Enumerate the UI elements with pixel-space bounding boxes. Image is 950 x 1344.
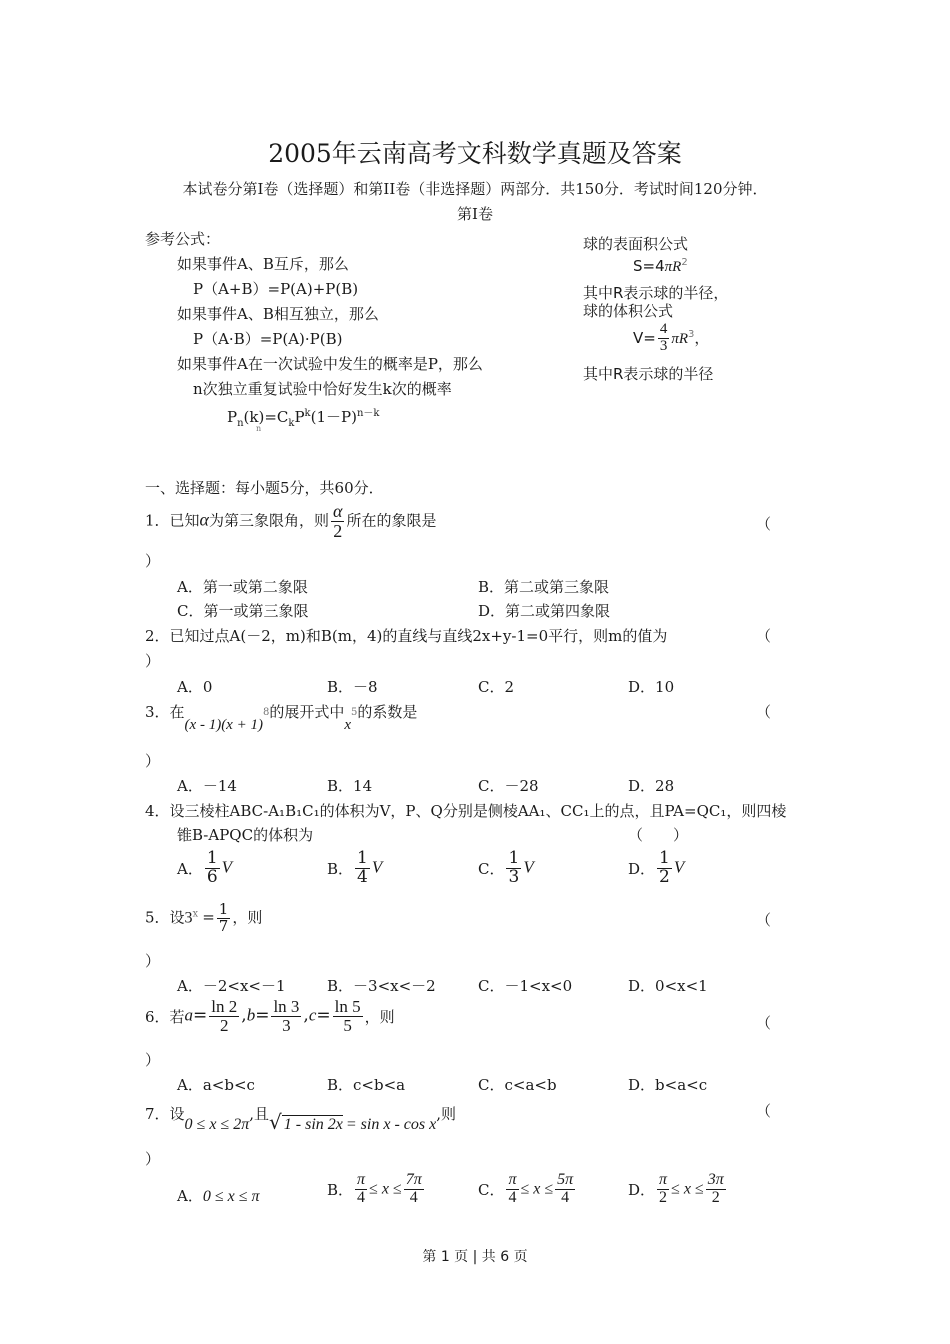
option-b: B．14 [327, 777, 373, 795]
formula-line: 球的体积公式 [583, 302, 674, 320]
option-a: A．a<b<c [177, 1076, 255, 1094]
sphere-volume-formula: V= $\frac{4}{3}$ $\pi R^3$， [633, 321, 710, 354]
option-b: B． $\frac{1}{4}$ V [327, 848, 383, 887]
question-5-stem: 5．设$3^x$ = $\frac{1}{7}$ ，则 [145, 900, 263, 935]
exam-intro: 本试卷分第Ⅰ卷（选择题）和第II卷（非选择题）两部分．共150分．考试时间120分钟． [182, 180, 768, 198]
option-a: A．0 ≤ x ≤ π [177, 1187, 260, 1205]
answer-paren-open: （ [756, 627, 772, 645]
formula-line: 其中R表示球的半径 [583, 365, 714, 383]
option-d: D．b<a<c [628, 1076, 708, 1094]
option-b: B． $\frac{\pi}{4}$ ≤ x ≤ $\frac{7\pi}{4}$ [327, 1171, 422, 1206]
formula-line: P（A+B）=P(A)+P(B) [193, 280, 359, 298]
answer-paren-open: （ [756, 515, 772, 533]
formula-line: P（A·B）=P(A)·P(B) [193, 330, 343, 348]
option-c: C．2 [478, 678, 515, 696]
formula-line: 如果事件A在一次试验中发生的概率是P，那么 [177, 355, 483, 373]
answer-paren-close: ） [145, 952, 161, 970]
question-2-stem: 2．已知过点A(－2，m)和B(m，4)的直线与直线2x+y-1=0平行，则m的值为 [145, 627, 668, 645]
option-d: D．第二或第四象限 [478, 602, 611, 620]
formula-line: 球的表面积公式 [583, 235, 689, 253]
formula-line: 如果事件A、B相互独立，那么 [177, 305, 379, 323]
page-title: 2005年云南高考文科数学真题及答案 [268, 139, 682, 168]
answer-paren-open: （ [756, 1014, 772, 1032]
option-c: C．－28 [478, 777, 539, 795]
answer-paren-open: （ [756, 911, 772, 929]
option-b: B．－8 [327, 678, 378, 696]
option-c: C．－1<x<0 [478, 977, 573, 995]
part-label: 第Ⅰ卷 [457, 205, 493, 223]
option-d: D．0<x<1 [628, 977, 708, 995]
answer-paren-open: （ [756, 703, 772, 721]
question-7-stem: 7．设0 ≤ x ≤ 2π,且√ 1 - sin 2x = sin x - cos x,则 [145, 1105, 456, 1134]
answer-paren-close: ） [145, 752, 161, 770]
formula-line: 如果事件A、B互斥，那么 [177, 255, 349, 273]
option-d: D． $\frac{1}{2}$ V [628, 848, 685, 887]
option-c: C．第一或第三象限 [177, 602, 309, 620]
option-d: D．10 [628, 678, 675, 696]
formulas-heading: 参考公式： [145, 230, 221, 248]
answer-paren-close: ） [145, 552, 161, 570]
question-4-stem: 4．设三棱柱ABC-A₁B₁C₁的体积为V，P、Q分别是侧棱AA₁、CC₁上的点，且PA=QC₁，则四棱 [145, 802, 787, 820]
option-c: C． $\frac{\pi}{4}$ ≤ x ≤ $\frac{5\pi}{4}$ [478, 1171, 574, 1206]
section-heading: 一、选择题：每小题5分，共60分． [145, 479, 384, 497]
formula-subscript: n [256, 424, 262, 433]
option-b: B．－3<x<－2 [327, 977, 436, 995]
binomial-formula: $P_n(k)=C_kP^k(1-P)^{n-k}$ [227, 408, 380, 429]
option-a: A．0 [177, 678, 213, 696]
option-d: D． $\frac{\pi}{2}$ ≤ x ≤ $\frac{3\pi}{2}$ [628, 1171, 724, 1206]
page-footer: 第 1 页 | 共 6 页 [422, 1249, 528, 1265]
question-4-stem-cont: 锥B-APQC的体积为 [177, 826, 314, 844]
answer-paren-open: （ [756, 1102, 772, 1120]
answer-paren-close: ） [145, 652, 161, 670]
question-1-stem: 1．已知α为第三象限角，则 $\frac{\alpha}{2}$ 所在的象限是 [145, 501, 437, 541]
sphere-area-formula: $S=4\pi R^2$ [633, 257, 688, 275]
question-3-stem: 3．在$(x - 1)(x + 1)^8$的展开式中$x^5$的系数是 [145, 703, 418, 733]
formula-line: n次独立重复试验中恰好发生k次的概率 [193, 380, 452, 398]
option-a: A．－2<x<－1 [177, 977, 286, 995]
answer-paren-close: ） [145, 1150, 161, 1168]
option-b: B．第二或第三象限 [478, 578, 610, 596]
question-6-stem: 6．若a= $\frac{\ln 2}{2}$ ,b= $\frac{\ln 3}{3}$ ,c= $\frac{\ln 5}{5}$ ，则 [145, 997, 395, 1035]
answer-paren: （ ） [628, 826, 689, 844]
answer-paren-close: ） [145, 1051, 161, 1069]
option-a: A．－14 [177, 777, 237, 795]
option-d: D．28 [628, 777, 675, 795]
option-a: A． $\frac{1}{6}$ V [177, 848, 233, 887]
option-c: C．c<a<b [478, 1076, 557, 1094]
option-c: C． $\frac{1}{3}$ V [478, 848, 534, 887]
option-b: B．c<b<a [327, 1076, 406, 1094]
formula-line: 其中R表示球的半径， [583, 284, 729, 302]
option-a: A．第一或第二象限 [177, 578, 308, 596]
